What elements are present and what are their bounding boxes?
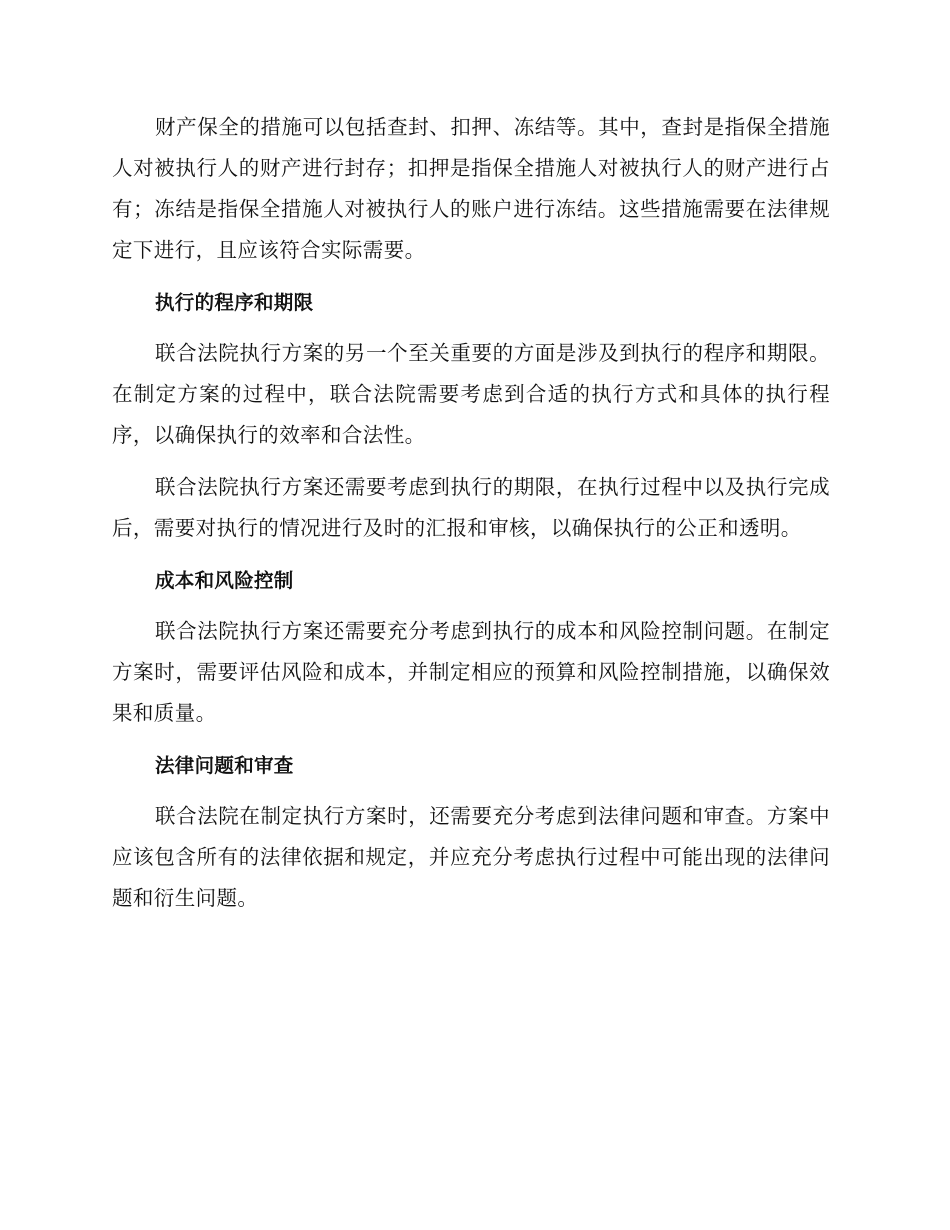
- heading-procedure-and-deadline: 执行的程序和期限: [155, 291, 314, 314]
- paragraph-property-preservation: 财产保全的措施可以包括查封、扣押、冻结等。其中，查封是指保全措施人对被执行人的财产进行封存；扣押是指保全措施人对被执行人的财产进行占有；冻结是指保全措施人对被执行人的账户进行冻结。这些措施需要在法律规定下进行，且应该符合实际需要。: [112, 115, 830, 262]
- document-body: [112, 107, 830, 930]
- paragraph-legal-1: 联合法院在制定执行方案时，还需要充分考虑到法律问题和审查。方案中应该包含所有的法律依据和规定，并应充分考虑执行过程中可能出现的法律问题和衍生问题。: [112, 804, 830, 910]
- paragraph-procedure-1: 联合法院执行方案的另一个至关重要的方面是涉及到执行的程序和期限。在制定方案的过程中，联合法院需要考虑到合适的执行方式和具体的执行程序，以确保执行的效率和合法性。: [112, 341, 830, 447]
- heading-legal-review: 法律问题和审查: [155, 754, 294, 777]
- paragraph-procedure-2: 联合法院执行方案还需要考虑到执行的期限，在执行过程中以及执行完成后，需要对执行的情况进行及时的汇报和审核，以确保执行的公正和透明。: [112, 475, 830, 540]
- heading-cost-and-risk: 成本和风险控制: [155, 569, 294, 592]
- paragraph-cost-1: 联合法院执行方案还需要充分考虑到执行的成本和风险控制问题。在制定方案时，需要评估风险和成本，并制定相应的预算和风险控制措施，以确保效果和质量。: [112, 619, 830, 725]
